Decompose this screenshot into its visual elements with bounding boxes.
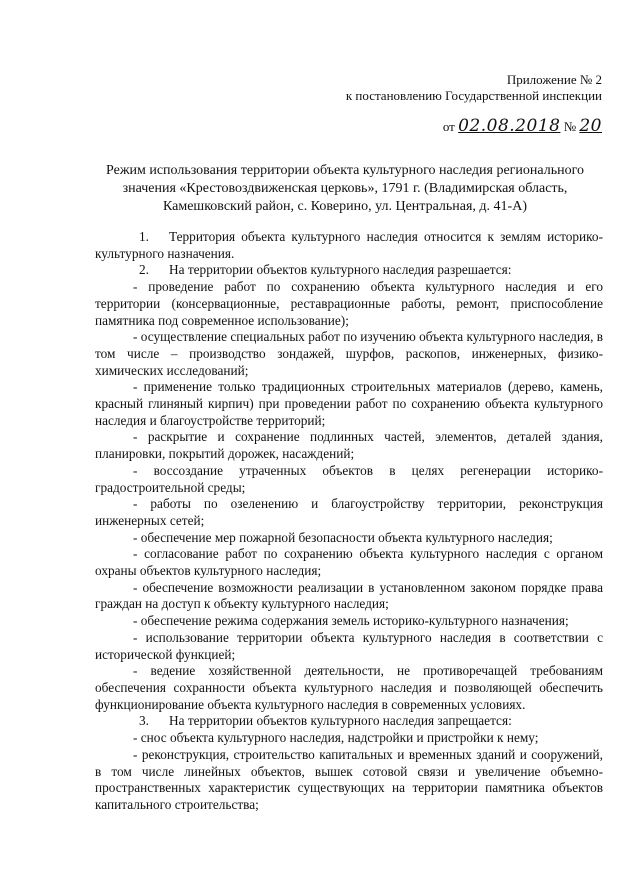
paragraph-text: - работы по озеленению и благоустройству территории, реконструкция инженерных сетей;	[95, 496, 603, 528]
list-item	[95, 530, 603, 547]
list-item	[95, 580, 603, 613]
appendix-resolution-ref: к постановлению Государственной инспекции	[345, 88, 602, 103]
handwritten-date: 02.08.2018	[458, 116, 561, 136]
list-item	[95, 546, 603, 579]
appendix-date-line	[346, 118, 602, 135]
paragraph-text: - согласование работ по сохранению объекта культурного наследия с органом охраны объектов культурного наследия;	[95, 546, 603, 579]
list-item	[95, 663, 603, 713]
paragraph-text: - использование территории объекта культурного наследия в соответствии с исторической функцией;	[95, 629, 603, 662]
list-item	[95, 730, 603, 747]
list-item	[95, 496, 603, 529]
paragraph-number: 3.	[139, 713, 149, 729]
paragraph-text: - обеспечение возможности реализации в установленном законом порядке права граждан на доступ к объекту культурного наследия;	[95, 579, 603, 612]
paragraph-text: Территория объекта культурного наследия относится к землям историко-культурного назначения.	[95, 229, 603, 261]
paragraph-text: На территории объектов культурного наследия разрешается:	[169, 262, 512, 278]
list-item	[95, 329, 603, 379]
paragraph-text: - обеспечение режима содержания земель историко-культурного назначения;	[133, 613, 569, 629]
list-item	[95, 613, 603, 630]
document-body	[95, 229, 603, 814]
paragraph-text: - осуществление специальных работ по изучению объекта культурного наследия, в том числе – производство зондажей, шурфов, раскопов, инженерных, физико-химических исследований;	[95, 329, 603, 378]
appendix-header	[346, 72, 602, 135]
list-item	[95, 429, 603, 462]
list-item	[95, 630, 603, 663]
paragraph-text: На территории объектов культурного наследия запрещается:	[169, 713, 512, 729]
paragraph-text: - обеспечение мер пожарной безопасности объекта культурного наследия;	[133, 529, 553, 545]
number-symbol: №	[563, 119, 577, 134]
paragraph-text: - применение только традиционных строительных материалов (дерево, камень, красный глиняный кирпич) при проведении работ по сохранению объекта культурного наследия и благоустройстве территорий;	[95, 379, 603, 428]
paragraph-text: - проведение работ по сохранению объекта культурного наследия и его территории (консервационные, реставрационные работы, ремонт, приспособление памятника под современное использование);	[95, 279, 603, 328]
list-item	[95, 747, 603, 814]
paragraph-text: - раскрытие и сохранение подлинных частей, элементов, деталей здания, планировки, покрытий дорожек, насаждений;	[95, 429, 603, 462]
appendix-number: Приложение № 2	[506, 72, 602, 87]
list-item	[95, 279, 603, 329]
paragraph-text: - реконструкция, строительство капитальных и временных зданий и сооружений, в том числе линейных объектов, вышек сотовой связи и увеличение объемно-пространственных характеристик существующих на территории памятника объектов капитального строительства;	[95, 746, 603, 812]
paragraph-number: 1.	[139, 229, 149, 244]
document-title: Режим использования территории объекта культурного наследия регионального значения «Крестовоздвиженская церковь», 1791 г. (Владимирская область, Камешковский район, с. Коверино, ул. Центральная, д. 41-А)	[106, 163, 584, 214]
paragraph-text: - воссоздание утраченных объектов в целях регенерации историко-градостроительной среды;	[95, 462, 603, 495]
paragraph-number: 2.	[139, 262, 149, 278]
numbered-paragraph	[95, 713, 603, 730]
list-item	[95, 463, 603, 496]
handwritten-number: 20	[579, 116, 602, 136]
date-prefix: от	[442, 119, 455, 134]
numbered-paragraph	[95, 229, 603, 262]
paragraph-text: - ведение хозяйственной деятельности, не противоречащей требованиям обеспечения сохранности объекта культурного наследия и позволяющей обеспечить функционирование объекта культурного наследия в современных условиях.	[95, 663, 603, 712]
paragraph-text: - снос объекта культурного наследия, надстройки и пристройки к нему;	[133, 730, 539, 746]
list-item	[95, 379, 603, 429]
numbered-paragraph	[95, 262, 603, 279]
